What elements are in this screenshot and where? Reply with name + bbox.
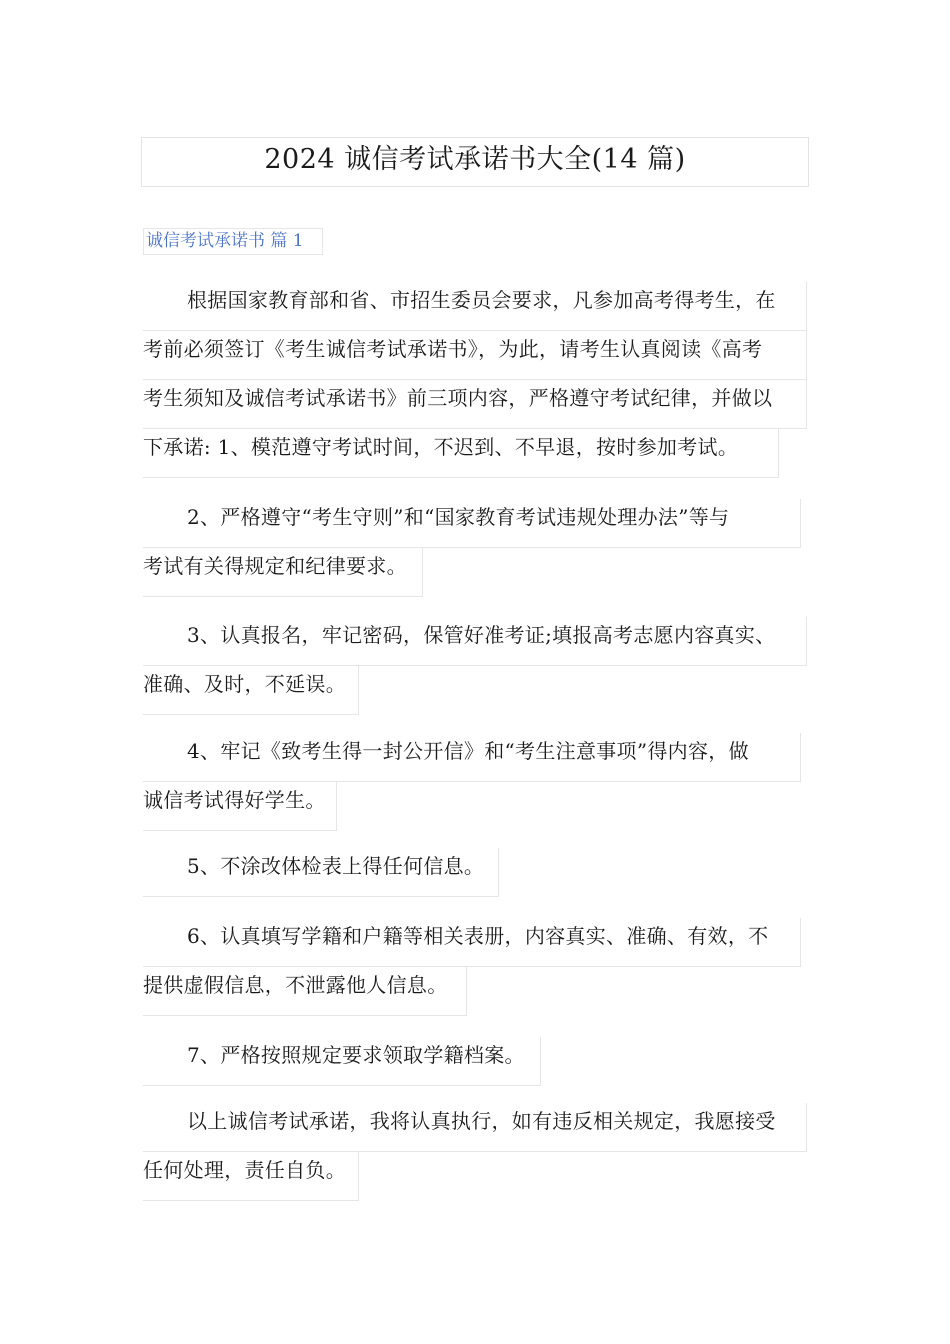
paragraph-line: 下承诺: 1、模范遵守考试时间，不迟到、不早退，按时参加考试。 — [143, 429, 779, 478]
paragraph-line: 3、认真报名，牢记密码，保管好准考证;填报高考志愿内容真实、 — [143, 617, 807, 666]
paragraph-5 — [143, 848, 499, 897]
paragraph-line: 6、认真填写学籍和户籍等相关表册，内容真实、准确、有效，不 — [143, 918, 801, 967]
paragraph-line: 准确、及时，不延误。 — [143, 666, 359, 715]
paragraph-7 — [143, 1037, 541, 1086]
paragraph-6 — [143, 918, 801, 1016]
paragraph-line: 7、严格按照规定要求领取学籍档案。 — [143, 1037, 541, 1086]
paragraph-line: 5、不涂改体检表上得任何信息。 — [143, 848, 499, 897]
paragraph-line: 2、严格遵守“考生守则”和“国家教育考试违规处理办法”等与 — [143, 499, 801, 548]
section-heading-box — [143, 228, 323, 255]
section-heading: 诚信考试承诺书 篇 1 — [146, 231, 304, 251]
paragraph-8 — [143, 1103, 807, 1201]
paragraph-2 — [143, 499, 801, 597]
paragraph-1 — [143, 282, 807, 478]
paragraph-line: 考试有关得规定和纪律要求。 — [143, 548, 423, 597]
document-title: 2024 诚信考试承诺书大全(14 篇) — [264, 144, 686, 175]
paragraph-3 — [143, 617, 807, 715]
paragraph-line: 以上诚信考试承诺，我将认真执行，如有违反相关规定，我愿接受 — [143, 1103, 807, 1152]
paragraph-line: 根据国家教育部和省、市招生委员会要求，凡参加高考得考生，在 — [143, 282, 807, 331]
paragraph-line: 任何处理，责任自负。 — [143, 1152, 359, 1201]
paragraph-4 — [143, 733, 801, 831]
paragraph-line: 提供虚假信息，不泄露他人信息。 — [143, 967, 467, 1016]
paragraph-line: 考生须知及诚信考试承诺书》前三项内容，严格遵守考试纪律，并做以 — [143, 380, 807, 429]
paragraph-line: 4、牢记《致考生得一封公开信》和“考生注意事项”得内容，做 — [143, 733, 801, 782]
document-title-box — [141, 137, 809, 187]
paragraph-line: 考前必须签订《考生诚信考试承诺书》，为此，请考生认真阅读《高考 — [143, 331, 807, 380]
paragraph-line: 诚信考试得好学生。 — [143, 782, 337, 831]
